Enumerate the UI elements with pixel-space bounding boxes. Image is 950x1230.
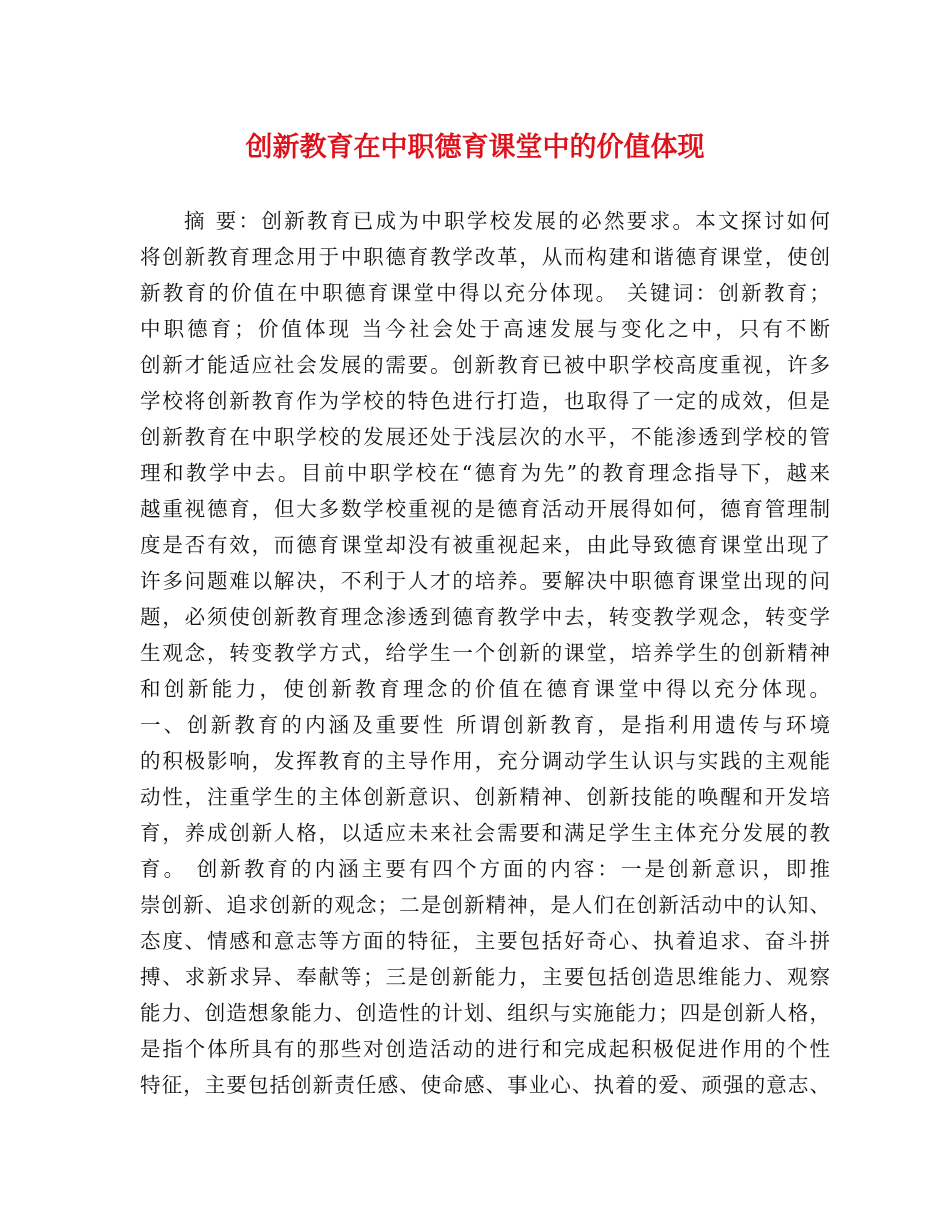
body-line: 理和教学中去。目前中职学校在“德育为先”的教育理念指导下，越来 <box>140 461 830 485</box>
body-line: 生观念，转变教学方式，给学生一个创新的课堂，培养学生的创新精神 <box>140 641 830 665</box>
body-line: 创新教育在中职学校的发展还处于浅层次的水平，不能渗透到学校的管 <box>140 425 830 449</box>
body-line: 创新才能适应社会发展的需要。创新教育已被中职学校高度重视，许多 <box>140 353 830 377</box>
body-line: 的积极影响，发挥教育的主导作用，充分调动学生认识与实践的主观能 <box>140 749 830 773</box>
body-line: 将创新教育理念用于中职德育教学改革，从而构建和谐德育课堂，使创 <box>140 245 830 269</box>
body-line: 特征，主要包括创新责任感、使命感、事业心、执着的爱、顽强的意志、 <box>140 1073 830 1097</box>
body-line: 和创新能力，使创新教育理念的价值在德育课堂中得以充分体现。 <box>140 677 830 701</box>
body-line: 许多问题难以解决，不利于人才的培养。要解决中职德育课堂出现的问 <box>140 569 830 593</box>
body-line: 学校将创新教育作为学校的特色进行打造，也取得了一定的成效，但是 <box>140 389 830 413</box>
body-line: 新教育的价值在中职德育课堂中得以充分体现。 关键词：创新教育； <box>140 281 830 305</box>
body-line: 中职德育；价值体现 当今社会处于高速发展与变化之中，只有不断 <box>140 317 830 341</box>
document-title: 创新教育在中职德育课堂中的价值体现 <box>245 132 705 163</box>
body-line: 育，养成创新人格，以适应未来社会需要和满足学生主体充分发展的教 <box>140 821 830 845</box>
body-line: 态度、情感和意志等方面的特征，主要包括好奇心、执着追求、奋斗拼 <box>140 929 830 953</box>
body-line: 是指个体所具有的那些对创造活动的进行和完成起积极促进作用的个性 <box>140 1037 830 1061</box>
body-line: 度是否有效，而德育课堂却没有被重视起来，由此导致德育课堂出现了 <box>140 533 830 557</box>
body-line: 一、创新教育的内涵及重要性 所谓创新教育，是指利用遗传与环境 <box>140 713 830 737</box>
body-line: 能力、创造想象能力、创造性的计划、组织与实施能力；四是创新人格， <box>140 1001 830 1025</box>
body-line: 搏、求新求异、奉献等；三是创新能力，主要包括创造思维能力、观察 <box>140 965 830 989</box>
body-line: 越重视德育，但大多数学校重视的是德育活动开展得如何，德育管理制 <box>140 497 830 521</box>
body-line: 摘 要：创新教育已成为中职学校发展的必然要求。本文探讨如何 <box>184 209 830 233</box>
body-line: 崇创新、追求创新的观念；二是创新精神，是人们在创新活动中的认知、 <box>140 893 830 917</box>
body-line: 题，必须使创新教育理念渗透到德育教学中去，转变教学观念，转变学 <box>140 605 830 629</box>
body-line: 动性，注重学生的主体创新意识、创新精神、创新技能的唤醒和开发培 <box>140 785 830 809</box>
body-line: 育。 创新教育的内涵主要有四个方面的内容：一是创新意识，即推 <box>140 857 830 881</box>
